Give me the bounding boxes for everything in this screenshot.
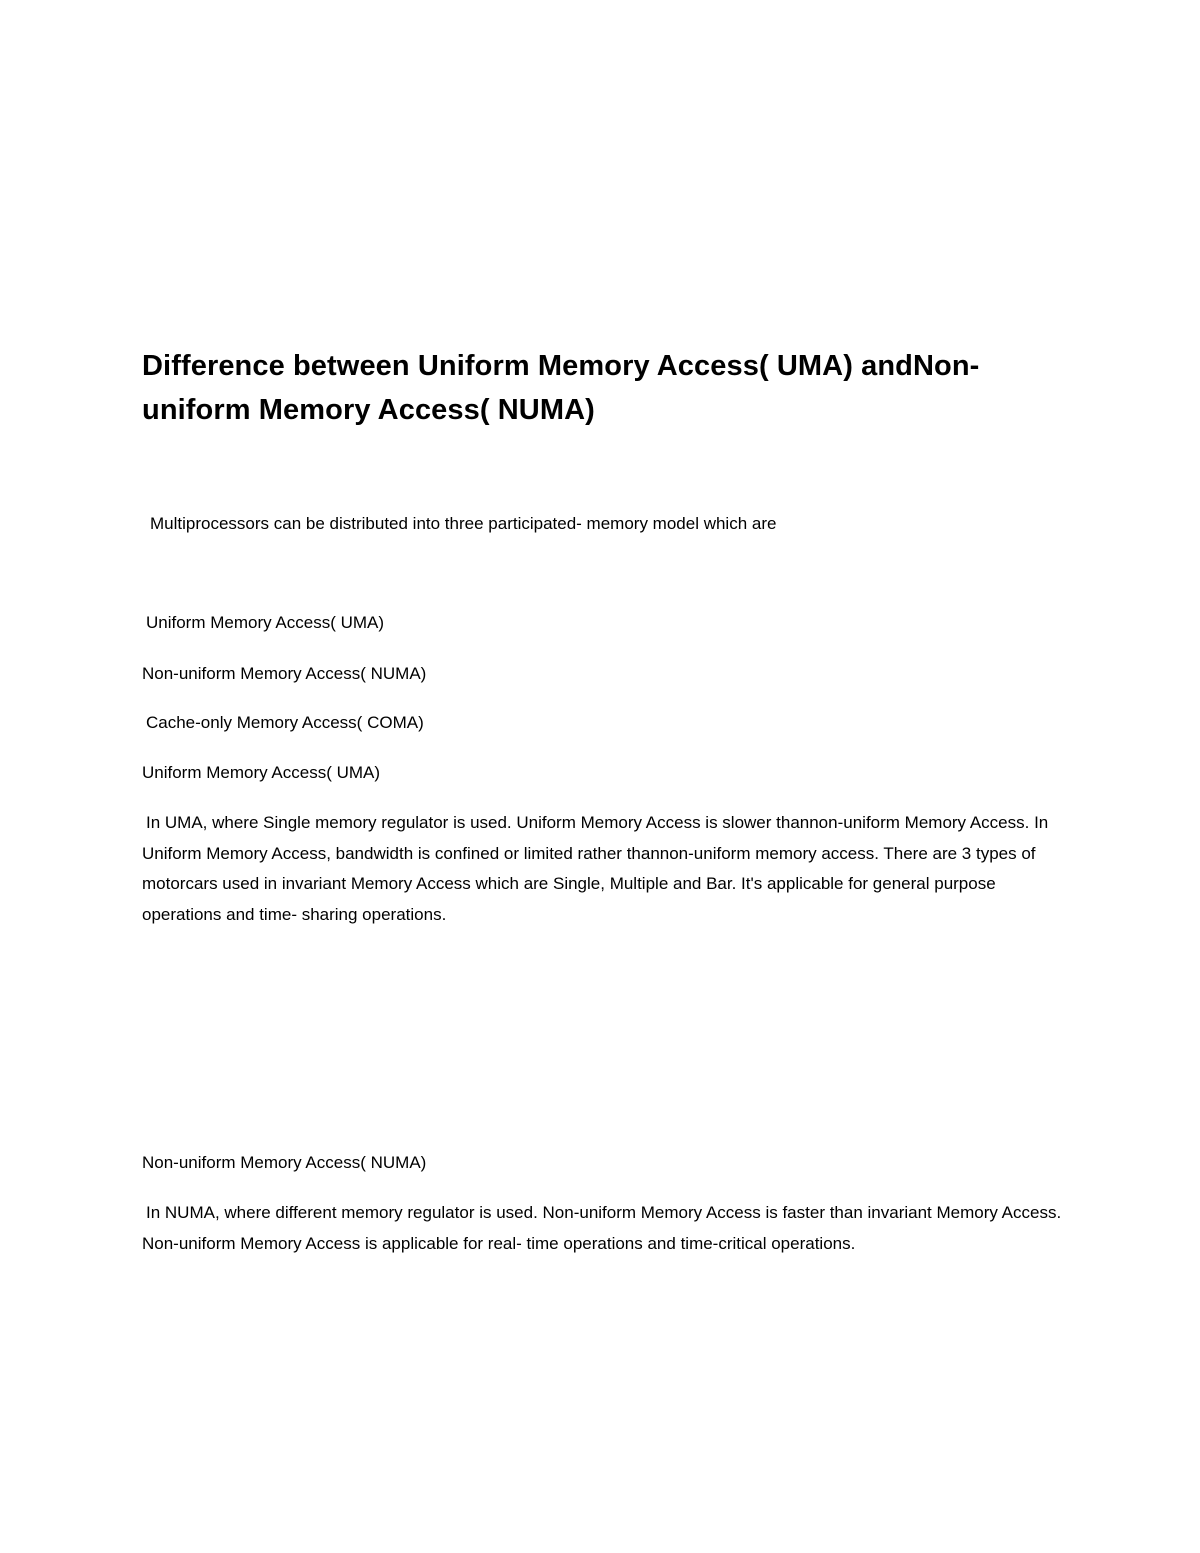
document-title: Difference between Uniform Memory Access( UMA) andNon-uniform Memory Access( NUMA) — [142, 350, 980, 426]
uma-heading: Uniform Memory Access( UMA) — [142, 763, 381, 782]
model-item-numa: Non-uniform Memory Access( NUMA) — [142, 664, 427, 683]
model-item-uma: Uniform Memory Access( UMA) — [146, 613, 385, 632]
intro-text: Multiprocessors can be distributed into three participated- memory model which are — [150, 514, 777, 533]
numa-paragraph: In NUMA, where different memory regulator is used. Non-uniform Memory Access is faster than invariant Memory Access. Non-uniform Memory Access is applicable for real- time operations and time-critical operations. — [142, 1203, 1062, 1253]
uma-paragraph: In UMA, where Single memory regulator is used. Uniform Memory Access is slower thannon-uniform Memory Access. In Uniform Memory Access, bandwidth is confined or limited rather thannon-uniform memory access. There are 3 types of motorcars used in invariant Memory Access which are Single, Multiple and Bar. It's applicable for general purpose operations and time- sharing operations. — [142, 813, 1049, 924]
model-item-coma: Cache-only Memory Access( COMA) — [146, 713, 424, 732]
numa-heading: Non-uniform Memory Access( NUMA) — [142, 1153, 427, 1172]
